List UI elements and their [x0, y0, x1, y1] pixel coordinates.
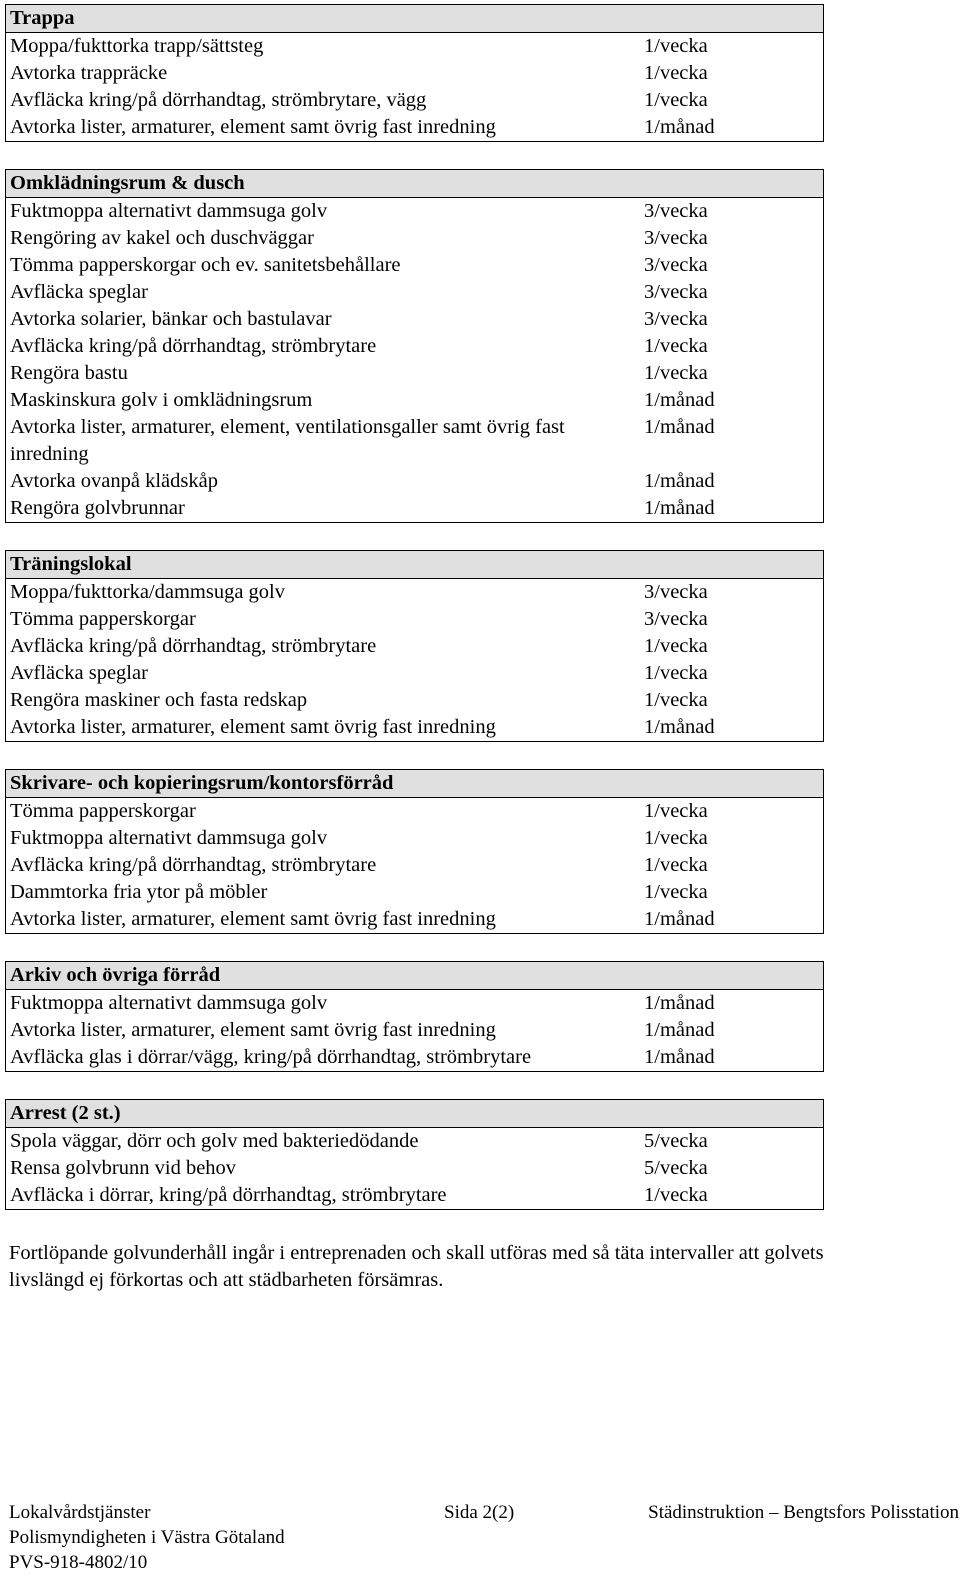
task-description: Fuktmoppa alternativt dammsuga golv [6, 825, 641, 852]
task-frequency: 1/månad [640, 990, 824, 1018]
task-frequency: 1/vecka [640, 633, 824, 660]
task-description: Rengöra bastu [6, 360, 641, 387]
task-frequency: 1/månad [640, 1044, 824, 1072]
task-frequency: 1/månad [640, 495, 824, 523]
task-row [6, 114, 824, 142]
task-description: Rengöra golvbrunnar [6, 495, 641, 523]
task-description: Avtorka ovanpå klädskåp [6, 468, 641, 495]
footer-reference: PVS-918-4802/10 [9, 1552, 148, 1573]
task-frequency: 1/månad [640, 906, 824, 934]
task-row [6, 687, 824, 714]
section-header-row [6, 170, 824, 198]
task-frequency: 1/vecka [640, 660, 824, 687]
task-description: Avfläcka speglar [6, 660, 641, 687]
task-row [6, 798, 824, 826]
task-frequency: 1/vecka [640, 33, 824, 61]
task-row [6, 252, 824, 279]
task-frequency: 5/vecka [640, 1128, 824, 1156]
task-frequency: 1/vecka [640, 687, 824, 714]
task-description: Fuktmoppa alternativt dammsuga golv [6, 198, 641, 226]
section-header-row [6, 551, 824, 579]
task-description: Avtorka lister, armaturer, element samt övrig fast inredning [6, 906, 641, 934]
task-frequency: 1/månad [640, 1017, 824, 1044]
task-description: Tömma papperskorgar [6, 798, 641, 826]
section-table [5, 4, 824, 142]
task-row [6, 879, 824, 906]
task-frequency: 1/vecka [640, 87, 824, 114]
footer-org-line1: Lokalvårdstjänster [9, 1502, 151, 1523]
task-row [6, 1017, 824, 1044]
section-table [5, 550, 824, 742]
section-table [5, 961, 824, 1072]
task-row [6, 606, 824, 633]
task-frequency: 3/vecka [640, 579, 824, 607]
page-footer [9, 1500, 959, 1575]
section-header-row [6, 962, 824, 990]
section-table [5, 169, 824, 523]
section-table [5, 1099, 824, 1210]
task-frequency: 3/vecka [640, 225, 824, 252]
section-title: Arkiv och övriga förråd [6, 962, 824, 990]
task-description: Moppa/fukttorka/dammsuga golv [6, 579, 641, 607]
task-row [6, 198, 824, 226]
task-frequency: 1/vecka [640, 798, 824, 826]
task-frequency: 1/månad [640, 114, 824, 142]
task-frequency: 1/månad [640, 468, 824, 495]
task-row [6, 360, 824, 387]
task-frequency: 1/månad [640, 414, 824, 468]
task-row [6, 225, 824, 252]
task-frequency: 1/vecka [640, 333, 824, 360]
task-row [6, 714, 824, 742]
task-frequency: 5/vecka [640, 1155, 824, 1182]
floor-maintenance-note: Fortlöpande golvunderhåll ingår i entreprenaden och skall utföras med så täta intervaller att golvets livslängd ej förkortas och att städbarheten försämras. [9, 1242, 824, 1291]
footer-org-line2: Polismyndigheten i Västra Götaland [9, 1527, 285, 1548]
task-frequency: 3/vecka [640, 252, 824, 279]
task-row [6, 333, 824, 360]
section-title: Skrivare- och kopieringsrum/kontorsförråd [6, 770, 824, 798]
task-description: Avfläcka kring/på dörrhandtag, strömbrytare [6, 333, 641, 360]
task-row [6, 633, 824, 660]
task-frequency: 1/vecka [640, 60, 824, 87]
task-description: Avfläcka kring/på dörrhandtag, strömbrytare, vägg [6, 87, 641, 114]
task-row [6, 1044, 824, 1072]
section-header-row [6, 1100, 824, 1128]
task-description: Avfläcka speglar [6, 279, 641, 306]
task-row [6, 579, 824, 607]
task-description: Tömma papperskorgar [6, 606, 641, 633]
cleaning-schedule [5, 4, 824, 1237]
task-row [6, 1128, 824, 1156]
section-title: Träningslokal [6, 551, 824, 579]
task-description: Avfläcka glas i dörrar/vägg, kring/på dörrhandtag, strömbrytare [6, 1044, 641, 1072]
task-row [6, 306, 824, 333]
task-description: Avtorka lister, armaturer, element samt övrig fast inredning [6, 714, 641, 742]
footer-doc-title: Städinstruktion – Bengtsfors Polisstation [648, 1502, 959, 1523]
task-description: Avtorka lister, armaturer, element, ventilationsgaller samt övrig fast inredning [6, 414, 641, 468]
task-row [6, 906, 824, 934]
task-frequency: 3/vecka [640, 279, 824, 306]
task-description: Maskinskura golv i omklädningsrum [6, 387, 641, 414]
task-row [6, 33, 824, 61]
section-table [5, 769, 824, 934]
task-description: Avtorka lister, armaturer, element samt övrig fast inredning [6, 114, 641, 142]
section-title: Arrest (2 st.) [6, 1100, 824, 1128]
task-frequency: 1/vecka [640, 879, 824, 906]
task-description: Avfläcka kring/på dörrhandtag, strömbrytare [6, 633, 641, 660]
section-header-row [6, 770, 824, 798]
task-row [6, 1182, 824, 1210]
task-row [6, 852, 824, 879]
section-header-row [6, 5, 824, 33]
task-description: Avfläcka i dörrar, kring/på dörrhandtag, strömbrytare [6, 1182, 641, 1210]
task-row [6, 1155, 824, 1182]
task-description: Fuktmoppa alternativt dammsuga golv [6, 990, 641, 1018]
task-description: Spola väggar, dörr och golv med bakteriedödande [6, 1128, 641, 1156]
task-description: Tömma papperskorgar och ev. sanitetsbehållare [6, 252, 641, 279]
task-row [6, 87, 824, 114]
task-description: Avtorka solarier, bänkar och bastulavar [6, 306, 641, 333]
task-frequency: 1/vecka [640, 852, 824, 879]
task-row [6, 60, 824, 87]
task-description: Dammtorka fria ytor på möbler [6, 879, 641, 906]
task-row [6, 387, 824, 414]
task-frequency: 3/vecka [640, 306, 824, 333]
task-row [6, 990, 824, 1018]
task-row [6, 468, 824, 495]
task-frequency: 1/vecka [640, 360, 824, 387]
task-description: Rengöring av kakel och duschväggar [6, 225, 641, 252]
section-title: Trappa [6, 5, 824, 33]
task-frequency: 1/vecka [640, 1182, 824, 1210]
task-frequency: 1/vecka [640, 825, 824, 852]
task-frequency: 1/månad [640, 387, 824, 414]
task-row [6, 660, 824, 687]
task-description: Rensa golvbrunn vid behov [6, 1155, 641, 1182]
task-frequency: 1/månad [640, 714, 824, 742]
task-frequency: 3/vecka [640, 606, 824, 633]
section-title: Omklädningsrum & dusch [6, 170, 824, 198]
task-description: Avfläcka kring/på dörrhandtag, strömbrytare [6, 852, 641, 879]
task-row [6, 279, 824, 306]
task-description: Moppa/fukttorka trapp/sättsteg [6, 33, 641, 61]
task-row [6, 495, 824, 523]
task-row [6, 825, 824, 852]
footer-page-number: Sida 2(2) [444, 1502, 515, 1523]
task-description: Avtorka trappräcke [6, 60, 641, 87]
task-description: Avtorka lister, armaturer, element samt övrig fast inredning [6, 1017, 641, 1044]
task-frequency: 3/vecka [640, 198, 824, 226]
task-description: Rengöra maskiner och fasta redskap [6, 687, 641, 714]
task-row [6, 414, 824, 468]
